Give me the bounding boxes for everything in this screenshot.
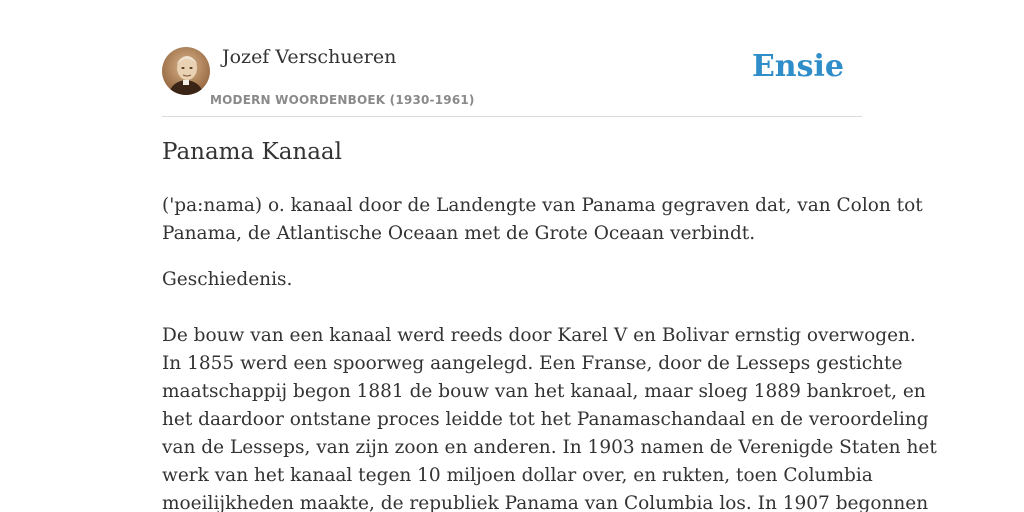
history-line: het daardoor ontstane proces leidde tot het Panamaschandaal en de veroordeling xyxy=(162,409,929,430)
history-paragraph xyxy=(162,322,937,512)
definition-line: ('pa:nama) o. kanaal door de Landengte van Panama gegraven dat, van Colon tot xyxy=(162,195,923,216)
history-line: maatschappij begon 1881 de bouw van het kanaal, maar sloeg 1889 bankroet, en xyxy=(162,381,926,402)
ensie-logo[interactable]: Ensie xyxy=(751,49,844,84)
history-line: van de Lesseps, van zijn zoon en anderen. In 1903 namen de Verenigde Staten het xyxy=(162,437,937,458)
author-avatar[interactable] xyxy=(162,47,210,95)
author-portrait-icon xyxy=(162,47,210,95)
source-label[interactable]: MODERN WOORDENBOEK (1930-1961) xyxy=(210,93,475,107)
definition-paragraph xyxy=(162,192,923,248)
entry-title: Panama Kanaal xyxy=(162,139,343,165)
definition-line: Panama, de Atlantische Oceaan met de Grote Oceaan verbindt. xyxy=(162,223,756,244)
entry-content xyxy=(162,192,937,512)
history-line: De bouw van een kanaal werd reeds door Karel V en Bolivar ernstig overwogen. xyxy=(162,325,916,346)
author-name[interactable]: Jozef Verschueren xyxy=(222,46,397,68)
entry-header xyxy=(162,44,862,117)
history-line: In 1855 werd een spoorweg aangelegd. Een Franse, door de Lesseps gestichte xyxy=(162,353,903,374)
history-line: werk van het kanaal tegen 10 miljoen dollar over, en rukten, toen Columbia xyxy=(162,465,873,486)
history-line: moeilijkheden maakte, de republiek Panama van Columbia los. In 1907 begonnen xyxy=(162,493,929,512)
section-heading: Geschiedenis. xyxy=(162,269,293,290)
